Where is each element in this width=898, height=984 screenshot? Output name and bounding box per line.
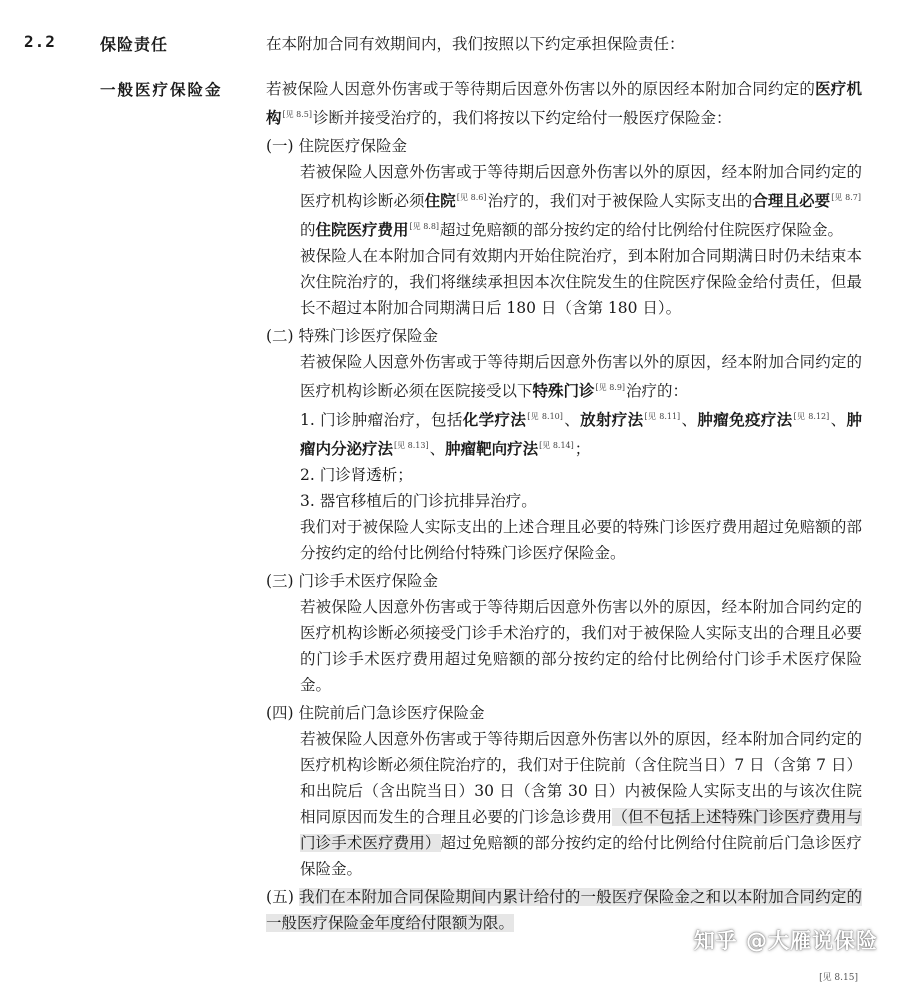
s1-text-a2: 治疗的，我们对于被保险人实际支出的 [487,192,753,210]
term-radiotherapy: 放射疗法 [580,411,644,429]
item-text: 1. 门诊肿瘤治疗，包括 [300,411,463,429]
highlighted-annual-limit: 我们在本附加合同保险期间内累计给付的一般医疗保险金之和以本附加合同约定的一般医疗保险金年度给付限额为限。 [266,888,862,932]
subsection-2-paragraph-2: 我们对于被保险人实际支出的上述合理且必要的特殊门诊医疗费用超过免赔额的部分按约定的给付比例给付特殊门诊医疗保险金。 [300,518,862,562]
s1-text-a3: 的 [300,221,316,239]
footer-ref-note: [见 8.15] [819,973,858,983]
list-item-anti-rejection: 3. 器官移植后的门诊抗排异治疗。 [300,492,537,510]
term-immunotherapy: 肿瘤免疫疗法 [697,411,793,429]
s2-text-a1: 若被保险人因意外伤害或于等待期后因意外伤害以外的原因，经本附加合同约定的医疗机构诊断必须在医院接受以下 [300,353,862,400]
separator: 、 [563,411,581,429]
subsection-1-paragraph-2: 被保险人在本附加合同有效期内开始住院治疗，到本附加合同期满日时仍未结束本次住院治疗的，我们将继续承担因本次住院发生的住院医疗保险金给付责任，但最长不超过本附加合同期满日后 180 日（含第 180 日）。 [300,247,862,317]
term-special-outpatient: 特殊门诊 [532,382,595,400]
list-item-tumor-treatment [300,404,862,462]
subsection-5-prefix: (五) [266,888,299,906]
subsection-3-paragraph: 若被保险人因意外伤害或于等待期后因意外伤害以外的原因，经本附加合同约定的医疗机构诊断必须接受门诊手术治疗的，我们对于被保险人实际支出的合理且必要的门诊手术医疗费用超过免赔额的部分按约定的给付比例给付门诊手术医疗保险金。 [300,598,862,694]
subsection-1-paragraph-1 [300,159,862,243]
ref-note: [见 8.12] [793,412,830,421]
list-item-dialysis: 2. 门诊肾透析； [300,466,413,484]
ref-note: [见 8.10] [527,412,563,421]
ref-note: [见 8.14] [539,441,574,450]
term-chemotherapy: 化学疗法 [462,411,527,429]
subsection-title-1: (一) 住院医疗保险金 [266,137,408,155]
term-hospitalization: 住院 [424,192,456,210]
section-title: 保险责任 [100,35,169,54]
ref-note: [见 8.5] [282,110,313,119]
separator: 、 [681,411,698,429]
section-number: 2.2 [24,32,56,51]
highlighted-exclusion: （但不包括上述特殊门诊医疗费用与门诊手术医疗费用） [300,808,862,852]
ref-note: [见 8.13] [394,441,429,450]
term-hospital-expenses: 住院医疗费用 [315,221,409,239]
separator: 、 [429,440,446,458]
s1-text-a4: 超过免赔额的部分按约定的给付比例给付住院医疗保险金。 [440,221,844,239]
ref-note: [见 8.9] [595,383,626,392]
subsection-title-4: (四) 住院前后门急诊医疗保险金 [266,704,485,722]
term-endocrine-therapy: 肿瘤内分泌疗法 [300,411,862,458]
ref-note: [见 8.11] [644,412,681,421]
term-targeted-therapy: 肿瘤靶向疗法 [445,440,539,458]
s4-text-a2: 超过免赔额的部分按约定的给付比例给付住院前后门急诊医疗保险金。 [300,834,862,878]
s1-text-a1: 若被保险人因意外伤害或于等待期后因意外伤害以外的原因，经本附加合同约定的医疗机构诊断必须 [300,163,862,210]
general-text-2: 诊断并接受治疗的，我们将按以下约定给付一般医疗保险金： [313,109,732,127]
general-medical-label: 一般医疗保险金 [100,81,223,99]
s2-text-a2: 治疗的： [626,382,689,400]
general-text-1: 若被保险人因意外伤害或于等待期后因意外伤害以外的原因经本附加合同约定的 [266,80,816,98]
s4-text-a1: 若被保险人因意外伤害或于等待期后因意外伤害以外的原因，经本附加合同约定的医疗机构诊断必须住院治疗的，我们对于住院前（含住院当日）7 日（含第 7 日）和出院后（含出院当日）30 日（含第 30 日）内被保险人实际支出的与该次住院相同原因而发生的合理且必要的门诊急诊费用 [300,730,862,826]
clause-body [266,76,862,936]
separator: 、 [830,411,847,429]
subsection-title-3: (三) 门诊手术医疗保险金 [266,572,439,590]
watermark: 知乎 @大雁说保险 [693,929,878,953]
ref-note: [见 8.7] [831,193,861,202]
subsection-title-2: (二) 特殊门诊医疗保险金 [266,327,439,345]
section-intro: 在本附加合同有效期间内，我们按照以下约定承担保险责任： [266,35,685,53]
general-paragraph [266,76,862,131]
subsection-4-paragraph [300,726,862,882]
ref-note: [见 8.8] [409,222,440,231]
subsection-2-paragraph-1 [300,349,862,404]
term-medical-institution: 医疗机构 [266,80,862,127]
term-reasonable-necessary: 合理且必要 [752,192,831,210]
ref-note: [见 8.6] [456,193,487,202]
separator: ； [574,440,591,458]
